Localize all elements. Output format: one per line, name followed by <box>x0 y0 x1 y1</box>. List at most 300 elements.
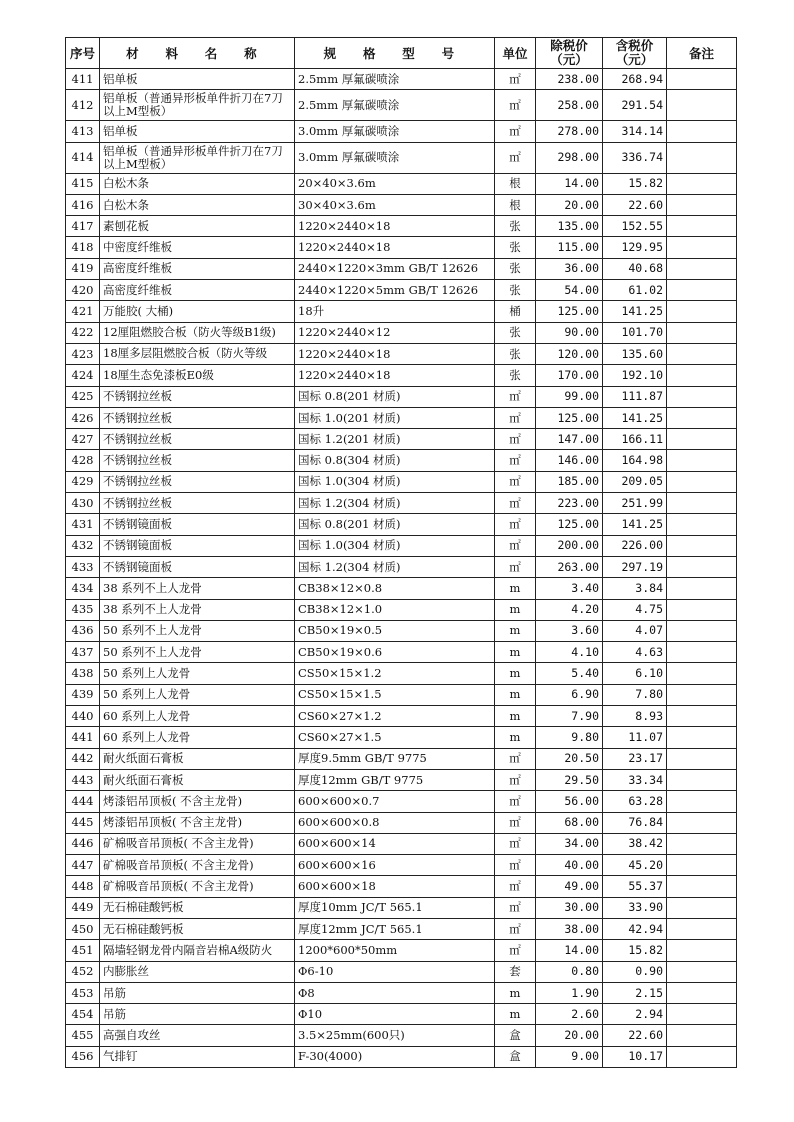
material-name: 铝单板 <box>100 69 295 90</box>
unit: 张 <box>495 365 536 386</box>
table-row <box>66 280 737 301</box>
material-name: 白松木条 <box>100 194 295 215</box>
material-name: 无石棉硅酸钙板 <box>100 897 295 918</box>
row-index: 413 <box>66 121 100 142</box>
row-index: 424 <box>66 365 100 386</box>
price-ex-tax: 125.00 <box>536 407 603 428</box>
remark <box>667 386 737 407</box>
material-name: 气排钉 <box>100 1046 295 1067</box>
material-name: 18厘生态免漆板E0级 <box>100 365 295 386</box>
price-inc-tax: 61.02 <box>603 280 667 301</box>
price-inc-tax: 135.60 <box>603 343 667 364</box>
row-index: 414 <box>66 142 100 173</box>
material-spec: CB38×12×1.0 <box>295 599 495 620</box>
remark <box>667 471 737 492</box>
material-spec: 600×600×14 <box>295 833 495 854</box>
price-ex-tax: 135.00 <box>536 216 603 237</box>
unit: 盒 <box>495 1046 536 1067</box>
table-row <box>66 599 737 620</box>
unit: 张 <box>495 216 536 237</box>
material-spec: 1220×2440×18 <box>295 365 495 386</box>
price-ex-tax: 14.00 <box>536 940 603 961</box>
price-inc-tax: 0.90 <box>603 961 667 982</box>
table-row <box>66 556 737 577</box>
unit: 根 <box>495 173 536 194</box>
price-inc-tax: 291.54 <box>603 90 667 121</box>
price-inc-tax: 4.63 <box>603 642 667 663</box>
header-spec: 规 格 型 号 <box>295 38 495 69</box>
unit: m <box>495 599 536 620</box>
unit: ㎡ <box>495 69 536 90</box>
material-spec: 3.0mm 厚氟碳喷涂 <box>295 121 495 142</box>
table-row <box>66 142 737 173</box>
price-inc-tax: 192.10 <box>603 365 667 386</box>
remark <box>667 1025 737 1046</box>
unit: m <box>495 982 536 1003</box>
row-index: 449 <box>66 897 100 918</box>
row-index: 435 <box>66 599 100 620</box>
price-inc-tax: 40.68 <box>603 258 667 279</box>
price-inc-tax: 15.82 <box>603 173 667 194</box>
row-index: 434 <box>66 578 100 599</box>
row-index: 412 <box>66 90 100 121</box>
remark <box>667 173 737 194</box>
price-ex-tax: 4.10 <box>536 642 603 663</box>
material-name: 内膨胀丝 <box>100 961 295 982</box>
material-name: 无石棉硅酸钙板 <box>100 918 295 939</box>
price-ex-tax: 38.00 <box>536 918 603 939</box>
row-index: 416 <box>66 194 100 215</box>
row-index: 451 <box>66 940 100 961</box>
price-ex-tax: 147.00 <box>536 429 603 450</box>
table-row <box>66 301 737 322</box>
price-ex-tax: 54.00 <box>536 280 603 301</box>
price-inc-tax: 15.82 <box>603 940 667 961</box>
remark <box>667 1046 737 1067</box>
unit: ㎡ <box>495 897 536 918</box>
unit: ㎡ <box>495 791 536 812</box>
remark <box>667 940 737 961</box>
unit: ㎡ <box>495 769 536 790</box>
material-spec: 2.5mm 厚氟碳喷涂 <box>295 69 495 90</box>
price-ex-tax: 99.00 <box>536 386 603 407</box>
material-spec: 厚度10mm JC/T 565.1 <box>295 897 495 918</box>
price-inc-tax: 3.84 <box>603 578 667 599</box>
table-row <box>66 121 737 142</box>
material-name: 不锈钢拉丝板 <box>100 450 295 471</box>
price-ex-tax: 90.00 <box>536 322 603 343</box>
price-inc-tax: 10.17 <box>603 1046 667 1067</box>
price-inc-tax: 4.75 <box>603 599 667 620</box>
table-row <box>66 258 737 279</box>
price-ex-tax: 1.90 <box>536 982 603 1003</box>
row-index: 445 <box>66 812 100 833</box>
row-index: 446 <box>66 833 100 854</box>
row-index: 417 <box>66 216 100 237</box>
unit: 桶 <box>495 301 536 322</box>
header-unit: 单位 <box>495 38 536 69</box>
unit: 张 <box>495 258 536 279</box>
material-spec: 厚度12mm GB/T 9775 <box>295 769 495 790</box>
price-table <box>65 37 737 1068</box>
material-spec: Φ10 <box>295 1004 495 1025</box>
material-name <box>100 343 295 364</box>
price-ex-tax: 115.00 <box>536 237 603 258</box>
table-row <box>66 961 737 982</box>
price-ex-tax: 238.00 <box>536 69 603 90</box>
material-name: 耐火纸面石膏板 <box>100 769 295 790</box>
material-spec: 厚度12mm JC/T 565.1 <box>295 918 495 939</box>
material-name: 不锈钢拉丝板 <box>100 429 295 450</box>
table-row <box>66 982 737 1003</box>
price-inc-tax: 6.10 <box>603 663 667 684</box>
price-inc-tax: 336.74 <box>603 142 667 173</box>
table-row <box>66 833 737 854</box>
price-inc-tax: 38.42 <box>603 833 667 854</box>
row-index: 442 <box>66 748 100 769</box>
row-index: 419 <box>66 258 100 279</box>
price-inc-tax: 33.90 <box>603 897 667 918</box>
unit: ㎡ <box>495 386 536 407</box>
price-ex-tax: 56.00 <box>536 791 603 812</box>
price-ex-tax: 120.00 <box>536 343 603 364</box>
price-ex-tax: 36.00 <box>536 258 603 279</box>
material-spec: 国标 0.8(201 材质) <box>295 514 495 535</box>
material-name: 不锈钢镜面板 <box>100 514 295 535</box>
row-index: 454 <box>66 1004 100 1025</box>
price-inc-tax: 76.84 <box>603 812 667 833</box>
price-inc-tax: 111.87 <box>603 386 667 407</box>
remark <box>667 727 737 748</box>
table-row <box>66 69 737 90</box>
row-index: 422 <box>66 322 100 343</box>
unit: ㎡ <box>495 471 536 492</box>
table-row <box>66 237 737 258</box>
table-row <box>66 450 737 471</box>
unit: ㎡ <box>495 855 536 876</box>
table-row <box>66 769 737 790</box>
price-inc-tax: 4.07 <box>603 620 667 641</box>
price-inc-tax: 2.15 <box>603 982 667 1003</box>
table-row <box>66 812 737 833</box>
price-ex-tax: 34.00 <box>536 833 603 854</box>
table-row <box>66 365 737 386</box>
material-spec: 国标 1.2(304 材质) <box>295 493 495 514</box>
unit: ㎡ <box>495 514 536 535</box>
price-inc-tax: 166.11 <box>603 429 667 450</box>
row-index: 452 <box>66 961 100 982</box>
material-spec: 国标 0.8(304 材质) <box>295 450 495 471</box>
unit: m <box>495 1004 536 1025</box>
table-row <box>66 748 737 769</box>
material-spec: CS50×15×1.2 <box>295 663 495 684</box>
material-name: 50 系列上人龙骨 <box>100 663 295 684</box>
table-body <box>66 69 737 1068</box>
unit: ㎡ <box>495 918 536 939</box>
price-ex-tax: 223.00 <box>536 493 603 514</box>
table-row <box>66 535 737 556</box>
price-inc-tax: 22.60 <box>603 1025 667 1046</box>
table-row <box>66 90 737 121</box>
material-name: 烤漆铝吊顶板( 不含主龙骨) <box>100 812 295 833</box>
unit: 盒 <box>495 1025 536 1046</box>
table-row <box>66 706 737 727</box>
unit: m <box>495 642 536 663</box>
material-spec: 600×600×16 <box>295 855 495 876</box>
material-spec: 2440×1220×5mm GB/T 12626 <box>295 280 495 301</box>
remark <box>667 982 737 1003</box>
remark <box>667 343 737 364</box>
row-index: 427 <box>66 429 100 450</box>
table-row <box>66 684 737 705</box>
remark <box>667 493 737 514</box>
material-name: 60 系列上人龙骨 <box>100 727 295 748</box>
row-index: 432 <box>66 535 100 556</box>
remark <box>667 855 737 876</box>
unit: m <box>495 578 536 599</box>
remark <box>667 322 737 343</box>
material-name: 烤漆铝吊顶板( 不含主龙骨) <box>100 791 295 812</box>
material-name: 60 系列上人龙骨 <box>100 706 295 727</box>
price-ex-tax: 14.00 <box>536 173 603 194</box>
price-inc-tax: 7.80 <box>603 684 667 705</box>
material-spec: 1220×2440×18 <box>295 216 495 237</box>
material-spec: 2.5mm 厚氟碳喷涂 <box>295 90 495 121</box>
price-inc-tax: 63.28 <box>603 791 667 812</box>
material-name: 隔墙轻钢龙骨内隔音岩棉A级防火 <box>100 940 295 961</box>
material-spec: 国标 1.2(304 材质) <box>295 556 495 577</box>
material-spec: F-30(4000) <box>295 1046 495 1067</box>
material-spec: 厚度9.5mm GB/T 9775 <box>295 748 495 769</box>
material-spec: 600×600×0.8 <box>295 812 495 833</box>
table-row <box>66 1004 737 1025</box>
unit: ㎡ <box>495 90 536 121</box>
material-spec: 3.5×25mm(600只) <box>295 1025 495 1046</box>
remark <box>667 748 737 769</box>
remark <box>667 280 737 301</box>
price-inc-tax: 129.95 <box>603 237 667 258</box>
material-spec: 1220×2440×12 <box>295 322 495 343</box>
table-row <box>66 322 737 343</box>
material-spec: 600×600×0.7 <box>295 791 495 812</box>
material-name: 不锈钢拉丝板 <box>100 471 295 492</box>
table-row <box>66 407 737 428</box>
remark <box>667 833 737 854</box>
unit: ㎡ <box>495 833 536 854</box>
row-index: 429 <box>66 471 100 492</box>
material-spec: 国标 1.0(201 材质) <box>295 407 495 428</box>
unit: ㎡ <box>495 493 536 514</box>
material-name: 高强自攻丝 <box>100 1025 295 1046</box>
price-inc-tax: 152.55 <box>603 216 667 237</box>
material-name: 38 系列不上人龙骨 <box>100 599 295 620</box>
header-price-inc-tax: 含税价 （元） <box>603 38 667 69</box>
material-spec: CB50×19×0.6 <box>295 642 495 663</box>
material-name: 万能胶( 大桶) <box>100 301 295 322</box>
price-inc-tax: 226.00 <box>603 535 667 556</box>
remark <box>667 556 737 577</box>
unit: m <box>495 663 536 684</box>
material-spec: 1220×2440×18 <box>295 343 495 364</box>
material-name: 不锈钢拉丝板 <box>100 493 295 514</box>
material-spec: 2440×1220×3mm GB/T 12626 <box>295 258 495 279</box>
material-name: 不锈钢拉丝板 <box>100 407 295 428</box>
row-index: 411 <box>66 69 100 90</box>
remark <box>667 365 737 386</box>
row-index: 421 <box>66 301 100 322</box>
price-inc-tax: 297.19 <box>603 556 667 577</box>
unit: m <box>495 727 536 748</box>
material-spec: 600×600×18 <box>295 876 495 897</box>
material-name: 铝单板（普通异形板单件折刀在7刀以上M型板） <box>100 142 295 173</box>
unit: ㎡ <box>495 535 536 556</box>
price-ex-tax: 200.00 <box>536 535 603 556</box>
price-ex-tax: 20.00 <box>536 1025 603 1046</box>
row-index: 425 <box>66 386 100 407</box>
material-name: 50 系列上人龙骨 <box>100 684 295 705</box>
remark <box>667 769 737 790</box>
price-inc-tax: 314.14 <box>603 121 667 142</box>
price-ex-tax: 298.00 <box>536 142 603 173</box>
header-remark: 备注 <box>667 38 737 69</box>
material-spec: 国标 1.2(201 材质) <box>295 429 495 450</box>
material-name: 12厘阻燃胶合板（防火等级B1级) <box>100 322 295 343</box>
price-ex-tax: 30.00 <box>536 897 603 918</box>
price-inc-tax: 209.05 <box>603 471 667 492</box>
price-inc-tax: 45.20 <box>603 855 667 876</box>
material-spec: Φ6-10 <box>295 961 495 982</box>
price-ex-tax: 5.40 <box>536 663 603 684</box>
material-spec: 1220×2440×18 <box>295 237 495 258</box>
material-spec: CB38×12×0.8 <box>295 578 495 599</box>
unit: ㎡ <box>495 121 536 142</box>
material-name: 高密度纤维板 <box>100 280 295 301</box>
material-name: 白松木条 <box>100 173 295 194</box>
unit: m <box>495 706 536 727</box>
price-inc-tax: 141.25 <box>603 301 667 322</box>
unit: 套 <box>495 961 536 982</box>
row-index: 456 <box>66 1046 100 1067</box>
material-name: 耐火纸面石膏板 <box>100 748 295 769</box>
material-name: 矿棉吸音吊顶板( 不含主龙骨) <box>100 833 295 854</box>
material-spec: 18升 <box>295 301 495 322</box>
price-ex-tax: 125.00 <box>536 514 603 535</box>
unit: ㎡ <box>495 556 536 577</box>
table-row <box>66 343 737 364</box>
material-name-text: 18厘多层阻燃胶合板（防火等级 <box>103 346 268 360</box>
material-spec: 20×40×3.6m <box>295 173 495 194</box>
table-row <box>66 855 737 876</box>
table-row <box>66 727 737 748</box>
price-ex-tax: 185.00 <box>536 471 603 492</box>
row-index: 448 <box>66 876 100 897</box>
row-index: 431 <box>66 514 100 535</box>
unit: 张 <box>495 280 536 301</box>
row-index: 444 <box>66 791 100 812</box>
price-ex-tax: 2.60 <box>536 1004 603 1025</box>
price-ex-tax: 0.80 <box>536 961 603 982</box>
material-spec: 国标 1.0(304 材质) <box>295 535 495 556</box>
price-ex-tax: 170.00 <box>536 365 603 386</box>
table-row <box>66 194 737 215</box>
material-name: 素刨花板 <box>100 216 295 237</box>
material-spec: 1200*600*50mm <box>295 940 495 961</box>
unit: 张 <box>495 322 536 343</box>
price-ex-tax: 125.00 <box>536 301 603 322</box>
price-inc-tax: 141.25 <box>603 407 667 428</box>
material-name: 矿棉吸音吊顶板( 不含主龙骨) <box>100 855 295 876</box>
table-row <box>66 471 737 492</box>
row-index: 430 <box>66 493 100 514</box>
remark <box>667 216 737 237</box>
header-row <box>66 38 737 69</box>
row-index: 415 <box>66 173 100 194</box>
row-index: 426 <box>66 407 100 428</box>
material-name: 高密度纤维板 <box>100 258 295 279</box>
table-row <box>66 173 737 194</box>
header-price-ex-tax: 除税价 （元） <box>536 38 603 69</box>
remark <box>667 301 737 322</box>
remark <box>667 791 737 812</box>
remark <box>667 876 737 897</box>
row-index: 437 <box>66 642 100 663</box>
table-row <box>66 386 737 407</box>
material-spec: 国标 1.0(304 材质) <box>295 471 495 492</box>
remark <box>667 450 737 471</box>
remark <box>667 1004 737 1025</box>
remark <box>667 642 737 663</box>
row-index: 428 <box>66 450 100 471</box>
material-name: 吊筋 <box>100 1004 295 1025</box>
price-ex-tax: 6.90 <box>536 684 603 705</box>
remark <box>667 258 737 279</box>
row-index: 433 <box>66 556 100 577</box>
unit: ㎡ <box>495 940 536 961</box>
table-row <box>66 1046 737 1067</box>
row-index: 420 <box>66 280 100 301</box>
unit: 张 <box>495 237 536 258</box>
unit: ㎡ <box>495 142 536 173</box>
unit: ㎡ <box>495 429 536 450</box>
price-inc-tax: 164.98 <box>603 450 667 471</box>
price-ex-tax: 29.50 <box>536 769 603 790</box>
price-ex-tax: 20.50 <box>536 748 603 769</box>
price-inc-tax: 22.60 <box>603 194 667 215</box>
unit: ㎡ <box>495 876 536 897</box>
remark <box>667 684 737 705</box>
table-row <box>66 493 737 514</box>
table-row <box>66 578 737 599</box>
remark <box>667 578 737 599</box>
material-spec: CB50×19×0.5 <box>295 620 495 641</box>
material-name: 38 系列不上人龙骨 <box>100 578 295 599</box>
unit: m <box>495 684 536 705</box>
remark <box>667 429 737 450</box>
price-ex-tax: 7.90 <box>536 706 603 727</box>
material-name: 吊筋 <box>100 982 295 1003</box>
material-spec: 3.0mm 厚氟碳喷涂 <box>295 142 495 173</box>
price-inc-tax: 42.94 <box>603 918 667 939</box>
table-row <box>66 876 737 897</box>
table-row <box>66 514 737 535</box>
price-ex-tax: 278.00 <box>536 121 603 142</box>
remark <box>667 897 737 918</box>
price-inc-tax: 55.37 <box>603 876 667 897</box>
row-index: 447 <box>66 855 100 876</box>
price-inc-tax: 33.34 <box>603 769 667 790</box>
price-ex-tax: 3.60 <box>536 620 603 641</box>
unit: m <box>495 620 536 641</box>
